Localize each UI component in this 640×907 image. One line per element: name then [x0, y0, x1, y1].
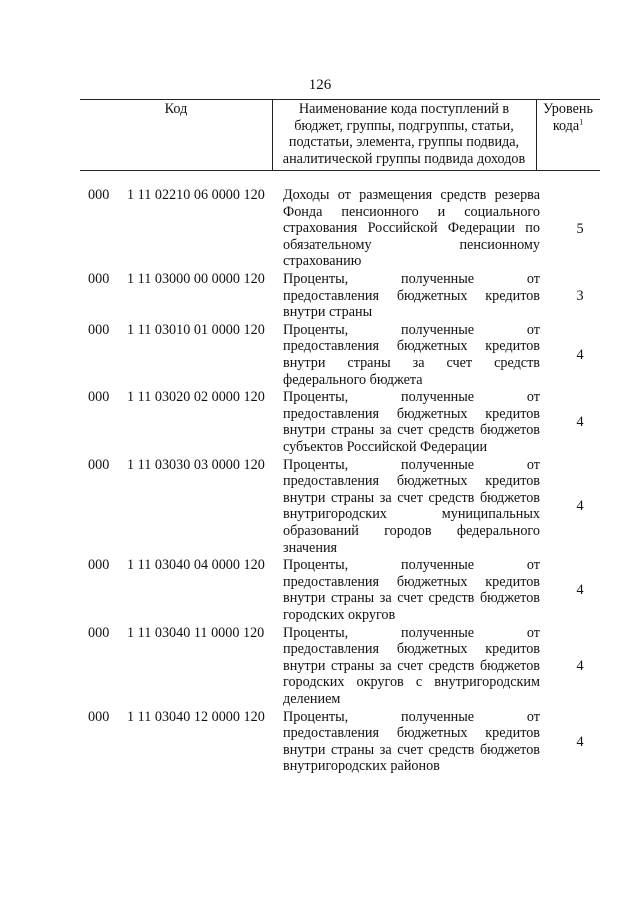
footnote-marker: 1: [579, 116, 584, 126]
row-prefix: 000: [88, 456, 110, 473]
row-name: [283, 322, 540, 388]
row-level: 4: [576, 498, 584, 515]
row-name-line: страхованию: [283, 253, 362, 270]
row-name-line: страхования Российской Федерации по: [283, 220, 540, 237]
row-name-line: Проценты, полученные от: [283, 456, 540, 473]
header-level: [536, 100, 600, 170]
header-name-line: подстатьи, элемента, группы подвида,: [288, 134, 520, 151]
row-code: 1 11 03040 12 0000 120: [127, 708, 265, 725]
row-code: 1 11 03020 02 0000 120: [127, 389, 265, 406]
row-prefix: 000: [88, 271, 110, 287]
row-name-line: внутригородских муниципальных: [283, 506, 540, 523]
row-name-line: Проценты, полученные от: [283, 557, 540, 574]
row-name: [283, 625, 540, 708]
row-name: [283, 271, 540, 321]
header-name-line: бюджет, группы, подгруппы, статьи,: [294, 117, 514, 134]
row-name: [283, 389, 540, 455]
row-prefix: 000: [88, 389, 110, 406]
header-code: Код: [80, 100, 273, 170]
row-name-line: федерального бюджета: [283, 371, 423, 388]
table-header: [80, 99, 600, 171]
header-name-line: аналитической группы подвида доходов: [282, 150, 526, 167]
table-row: [80, 271, 600, 321]
row-name-line: предоставления бюджетных кредитов: [283, 287, 540, 304]
row-name: [283, 557, 540, 623]
row-name-line: городских округов: [283, 606, 396, 623]
row-prefix: 000: [88, 321, 110, 338]
row-name-line: Проценты, полученные от: [283, 389, 540, 406]
row-level: 4: [576, 582, 584, 599]
row-code: 1 11 02210 06 0000 120: [127, 187, 265, 203]
row-code: 1 11 03000 00 0000 120: [127, 271, 265, 287]
row-level: 4: [576, 658, 584, 675]
row-name-line: внутригородских районов: [283, 758, 440, 775]
row-name-line: значения: [283, 539, 338, 556]
row-name: [283, 187, 540, 270]
header-name-line: Наименование кода поступлений в: [298, 101, 510, 117]
row-prefix: 000: [88, 624, 110, 641]
row-name-line: предоставления бюджетных кредитов: [283, 473, 540, 490]
row-name-line: обязательному пенсионному: [283, 236, 540, 253]
row-name-line: предоставления бюджетных кредитов: [283, 338, 540, 355]
row-name: [283, 709, 540, 775]
row-name-line: предоставления бюджетных кредитов: [283, 641, 540, 658]
header-level-line1: Уровень: [543, 101, 593, 117]
row-level: 5: [576, 220, 584, 237]
row-code: 1 11 03040 11 0000 120: [127, 624, 265, 641]
row-name-line: внутри страны: [283, 304, 373, 321]
row-prefix: 000: [88, 187, 110, 203]
row-name-line: внутри страны за счет средств бюджетов: [283, 489, 540, 506]
row-name-line: Проценты, полученные от: [283, 321, 540, 338]
row-name-line: внутри страны за счет средств бюджетов: [283, 657, 540, 674]
table-row: [80, 709, 600, 775]
row-code: 1 11 03040 04 0000 120: [127, 557, 265, 574]
row-name: [283, 457, 540, 557]
row-name-line: Проценты, полученные от: [283, 708, 540, 725]
row-name-line: делением: [283, 690, 341, 707]
row-name-line: Проценты, полученные от: [283, 271, 540, 287]
row-name-line: субъектов Российской Федерации: [283, 438, 488, 455]
row-name-line: Доходы от размещения средств резерва: [283, 187, 540, 203]
table-row: [80, 389, 600, 455]
row-level: 3: [576, 287, 584, 304]
row-name-line: предоставления бюджетных кредитов: [283, 405, 540, 422]
row-prefix: 000: [88, 708, 110, 725]
row-name-line: предоставления бюджетных кредитов: [283, 573, 540, 590]
table-row: [80, 187, 600, 270]
row-name-line: образований городов федерального: [283, 522, 540, 539]
row-code: 1 11 03030 03 0000 120: [127, 456, 265, 473]
header-name: [272, 100, 537, 170]
row-name-line: городских округов с внутригородским: [283, 674, 540, 691]
row-code: 1 11 03010 01 0000 120: [127, 321, 265, 338]
row-level: 4: [576, 414, 584, 431]
row-name-line: Фонда пенсионного и социального: [283, 203, 540, 220]
row-name-line: внутри страны за счет средств бюджетов: [283, 422, 540, 439]
row-level: 4: [576, 346, 584, 363]
row-name-line: внутри страны за счет средств бюджетов: [283, 590, 540, 607]
row-name-line: предоставления бюджетных кредитов: [283, 725, 540, 742]
table-row: [80, 557, 600, 623]
table-row: [80, 625, 600, 708]
table-row: [80, 457, 600, 557]
header-level-label: кода: [552, 117, 580, 134]
row-prefix: 000: [88, 557, 110, 574]
row-level: 4: [576, 733, 584, 750]
row-name-line: Проценты, полученные от: [283, 624, 540, 641]
table-row: [80, 322, 600, 388]
row-name-line: внутри страны за счет средств бюджетов: [283, 741, 540, 758]
row-name-line: внутри страны за счет средств: [283, 354, 540, 371]
page-number: 126: [308, 77, 332, 93]
header-level-line2: [536, 118, 600, 135]
